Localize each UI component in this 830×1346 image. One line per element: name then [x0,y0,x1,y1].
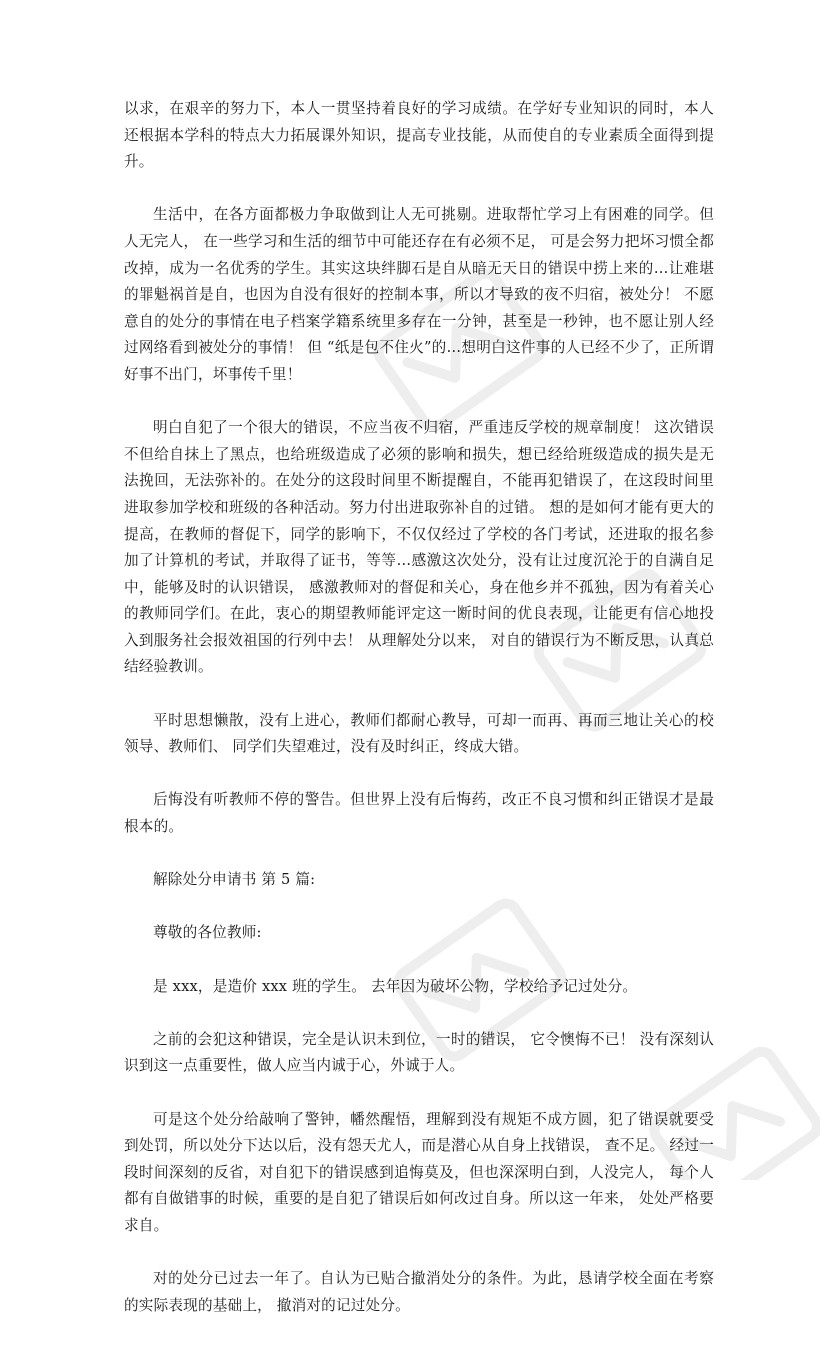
paragraph: 是 xxx，是造价 xxx 班的学生。 去年因为破坏公物，学校给予记过处分。 [153,977,638,995]
paragraph: 后悔没有听教师不停的警告。但世界上没有后悔药，改正不良习惯和纠正错误才是最根本的。 [124,791,714,836]
paragraph: 明白自犯了一个很大的错误，不应当夜不归宿，严重违反学校的规章制度！ 这次错误不但给自抹上了黑点，也给班级造成了必须的影响和损失，想已经给班级造成的损失是无法挽回，无法弥补的。在处分的这段时间里不断提醒自，不能再犯错误了，在这段时间里进取参加学校和班级的各种活动。努力付出进取弥补自的过错。 想的是如何才能有更大的提高，在教师的督促下，同学的影响下，不仅仅经过了学校的各门考试，还进取的报名参加了计算机的考试，并取得了证书，等等…感激这次处分，没有让过度沉沦于的自满自足中，能够及时的认识错误， 感激教师对的督促和关心，身在他乡并不孤独，因为有着关心的教师同学们。在此，衷心的期望教师能评定这一断时间的优良表现，让能更有信心地投入到服务社会报效祖国的行列中去！ 从理解处分以来， 对自的错误行为不断反思，认真总结经验教训。 [124,419,714,676]
paragraph: 以求，在艰辛的努力下，本人一贯坚持着良好的学习成绩。在学好专业知识的同时，本人还根据本学科的特点大力拓展课外知识，提高专业技能，从而使自的专业素质全面得到提升。 [124,100,714,171]
paragraph: 生活中，在各方面都极力争取做到让人无可挑剔。进取帮忙学习上有困难的同学。但人无完人， 在一些学习和生活的细节中可能还存在有必须不足， 可是会努力把坏习惯全都改掉，成为一名优秀的学生。其实这块绊脚石是自从暗无天日的错误中捞上来的…让难堪的罪魁祸首是自，也因为自没有很好的控制本事，所以才导致的夜不归宿，被处分！ 不愿意自的处分的事情在电子档案学籍系统里多存在一分钟，甚至是一秒钟，也不愿让别人经过网络看到被处分的事情！ 但 “纸是包不住火”的…想明白这件事的人已经不少了，正所谓好事不出门，坏事传千里！ [124,206,714,383]
document-body [124,96,714,1346]
paragraph: 之前的会犯这种错误，完全是认识未到位，一时的错误， 它令懊悔不已！ 没有深刻认识到这一点重要性，做人应当内诚于心，外诚于人。 [124,1030,714,1075]
section-heading: 解除处分申请书 第 5 篇: [153,871,316,889]
salutation: 尊敬的各位教师: [153,924,262,942]
paragraph: 可是这个处分给敲响了警钟，幡然醒悟，理解到没有规矩不成方圆，犯了错误就要受到处罚，所以处分下达以后，没有怨天尤人，而是潜心从自身上找错误， 查不足。 经过一段时间深刻的反省，对自犯下的错误感到追悔莫及，但也深深明白到，人没完人， 每个人都有自做错事的时候，重要的是自犯了错误后如何改过自身。所以这一年来， 处处严格要求自。 [124,1110,714,1234]
paragraph: 平时思想懒散，没有上进心，教师们都耐心教导，可却一而再、再而三地让关心的校领导、教师们、 同学们失望难过，没有及时纠正，终成大错。 [124,711,714,756]
paragraph: 对的处分已过去一年了。自认为已贴合撤消处分的条件。为此，恳请学校全面在考察的实际表现的基础上， 撤消对的记过处分。 [124,1270,714,1314]
